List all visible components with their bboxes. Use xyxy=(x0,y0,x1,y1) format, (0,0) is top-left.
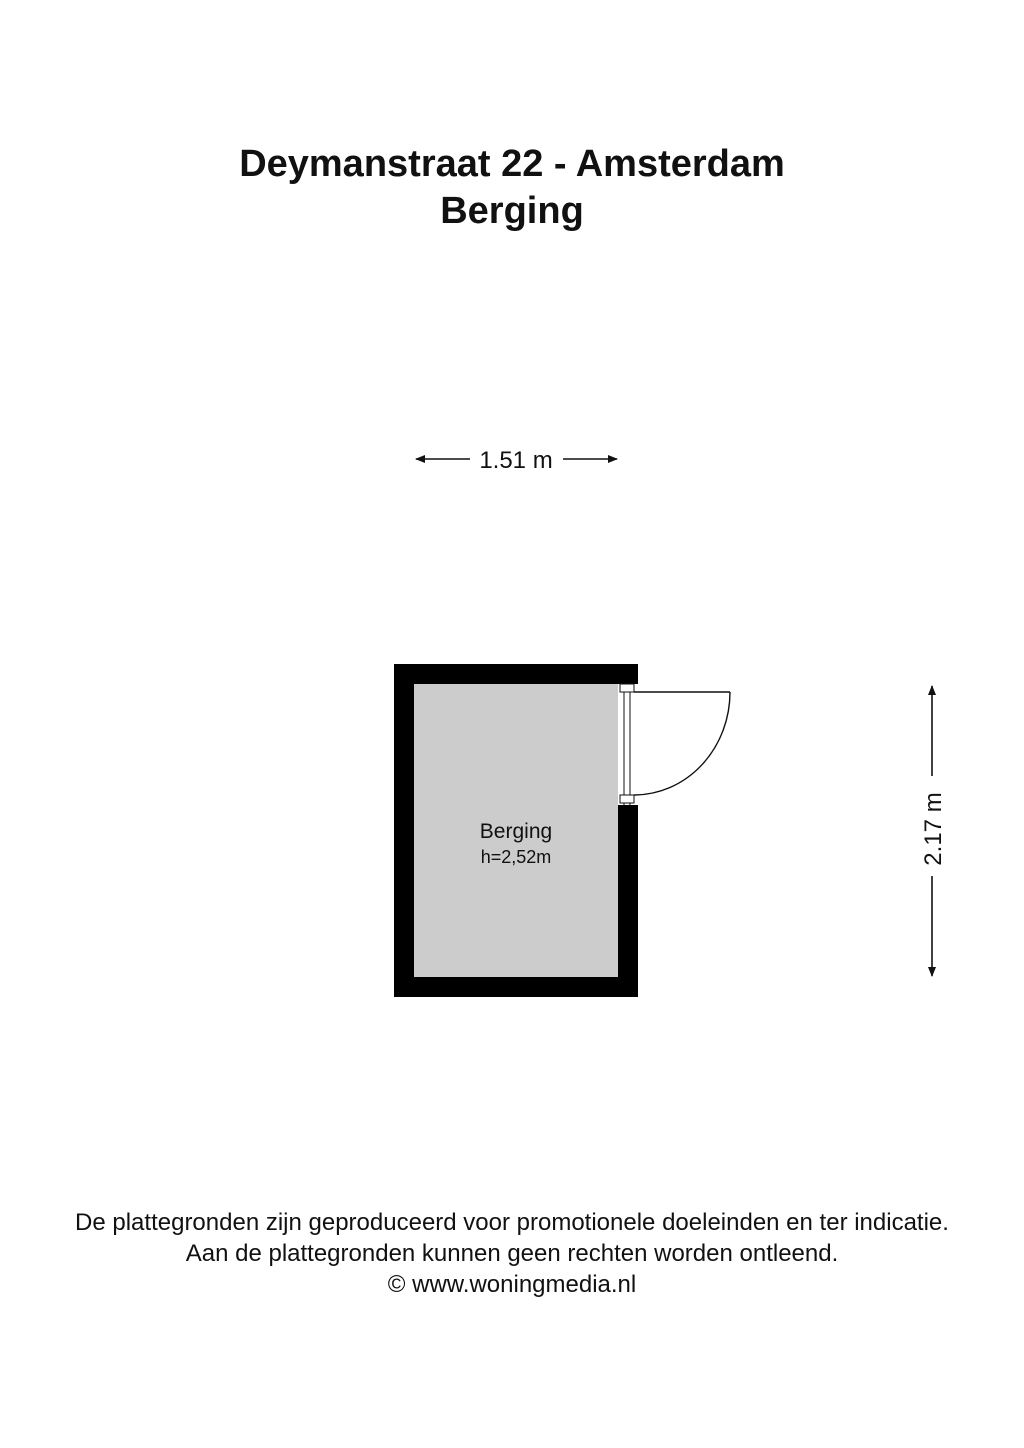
depth-dimension xyxy=(920,686,947,976)
door-opening xyxy=(618,684,638,805)
door xyxy=(618,684,730,805)
room-label: Berging xyxy=(479,820,553,843)
page-subtitle: Berging xyxy=(440,190,584,232)
disclaimer-line-1: De plattegronden zijn geproduceerd voor promotionele doeleinden en ter indicatie. xyxy=(75,1209,949,1236)
disclaimer-line-2: Aan de plattegronden kunnen geen rechten worden ontleend. xyxy=(185,1240,839,1267)
door-jamb-bottom xyxy=(620,795,634,803)
page-title: Deymanstraat 22 - Amsterdam xyxy=(239,143,785,185)
room-height-label: h=2,52m xyxy=(480,847,552,867)
wall-left xyxy=(394,664,414,997)
width-dimension xyxy=(416,447,617,474)
door-jamb-top xyxy=(620,684,634,692)
depth-dimension-label: 2.17 m xyxy=(920,792,947,866)
wall-bottom xyxy=(394,977,638,997)
width-dimension-label: 1.51 m xyxy=(479,447,553,474)
wall-right xyxy=(618,805,638,997)
door-swing-arc xyxy=(634,692,730,795)
copyright-line: © www.woningmedia.nl xyxy=(387,1271,637,1298)
wall-top xyxy=(394,664,638,684)
